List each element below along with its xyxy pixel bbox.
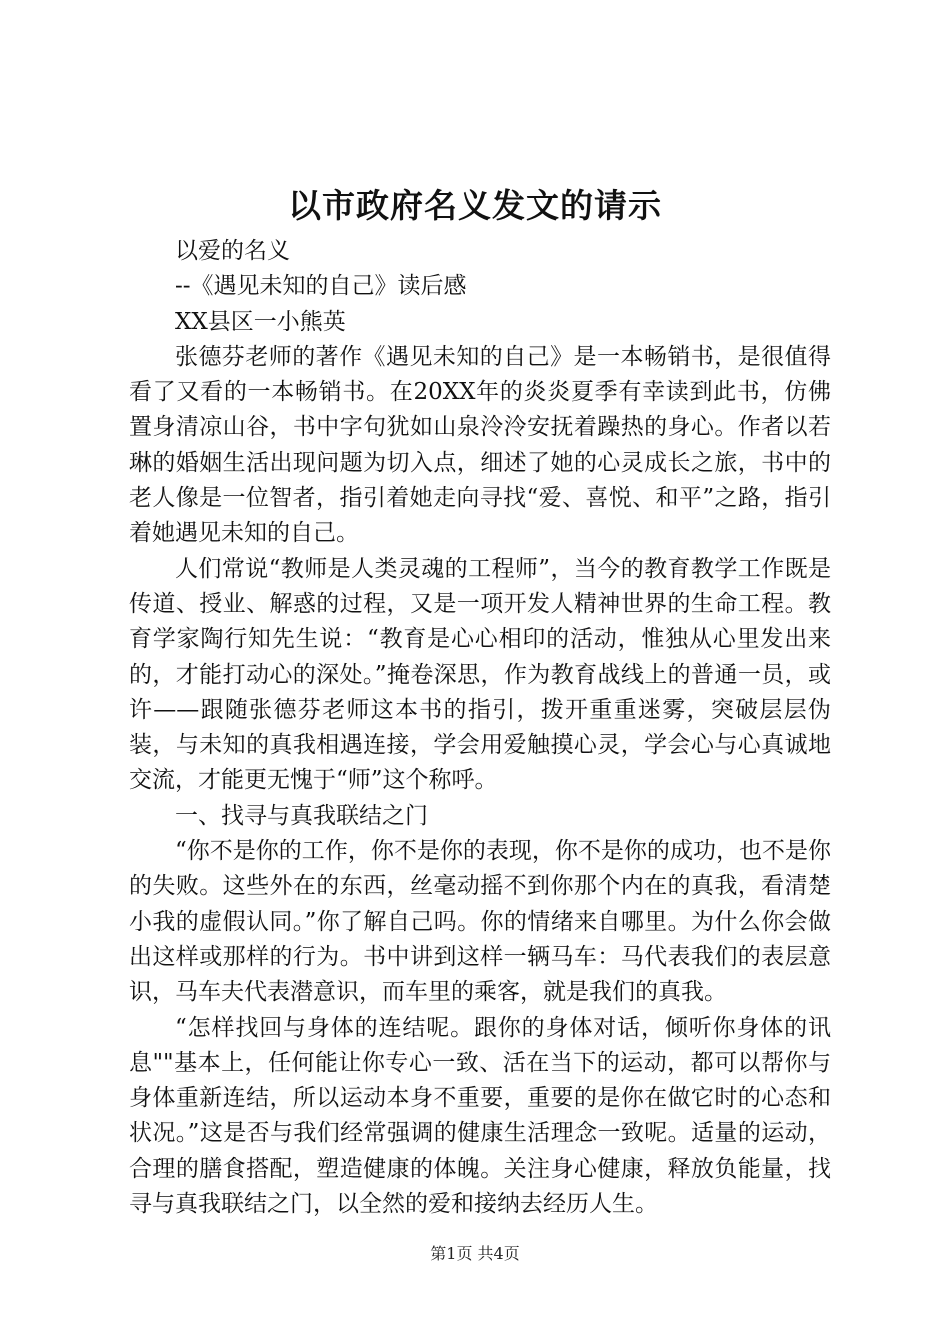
document-body <box>129 234 831 1222</box>
paragraph-intro: 张德芬老师的著作《遇见未知的自己》是一本畅销书，是很值得看了又看的一本畅销书。在20XX年的炎炎夏季有幸读到此书，仿佛置身清凉山谷，书中字句犹如山泉泠泠安抚着躁热的身心。作者以若琳的婚姻生活出现问题为切入点，细述了她的心灵成长之旅，书中的老人像是一位智者，指引着她走向寻找“爱、喜悦、和平”之路，指引着她遇见未知的自己。 <box>129 343 831 547</box>
section-heading: 一、找寻与真我联结之门 <box>175 802 428 829</box>
document-title: 以市政府名义发文的请示 <box>288 186 662 225</box>
paragraph-subtitle: 以爱的名义 <box>175 238 290 264</box>
paragraph-book-title: --《遇见未知的自己》读后感 <box>175 273 467 300</box>
paragraph-teacher: 人们常说“教师是人类灵魂的工程师”，当今的教育教学工作既是传道、授业、解惑的过程，又是一项开发人精神世界的生命工程。教育学家陶行知先生说：“教育是心心相印的活动，惟独从心里发出来的，才能打动心的深处。”掩卷深思，作为教育战线上的普通一员，或许——跟随张德芬老师这本书的指引，拨开重重迷雾，突破层层伪装，与未知的真我相遇连接，学会用爱触摸心灵，学会心与心真诚地交流，才能更无愧于“师”这个称呼。 <box>129 555 831 794</box>
paragraph-true-self: “你不是你的工作，你不是你的表现，你不是你的成功，也不是你的失败。这些外在的东西，丝毫动摇不到你那个内在的真我，看清楚小我的虚假认同。”你了解自己吗。你的情绪来自哪里。为什么你会做出这样或那样的行为。书中讲到这样一辆马车：马代表我们的表层意识，马车夫代表潜意识，而车里的乘客，就是我们的真我。 <box>129 838 831 1006</box>
paragraph-author: XX县区一小熊英 <box>175 308 346 335</box>
paragraph-body-connection: “怎样找回与身体的连结呢。跟你的身体对话，倾听你身体的讯息""基本上，任何能让你专心一致、活在当下的运动，都可以帮你与身体重新连结，所以运动本身不重要，重要的是你在做它时的心态和状况。”这是否与我们经常强调的健康生活理念一致呢。适量的运动，合理的膳食搭配，塑造健康的体魄。关注身心健康，释放负能量，找寻与真我联结之门，以全然的爱和接纳去经历人生。 <box>129 1014 831 1218</box>
page-footer: 第1页 共4页 <box>430 1244 520 1263</box>
